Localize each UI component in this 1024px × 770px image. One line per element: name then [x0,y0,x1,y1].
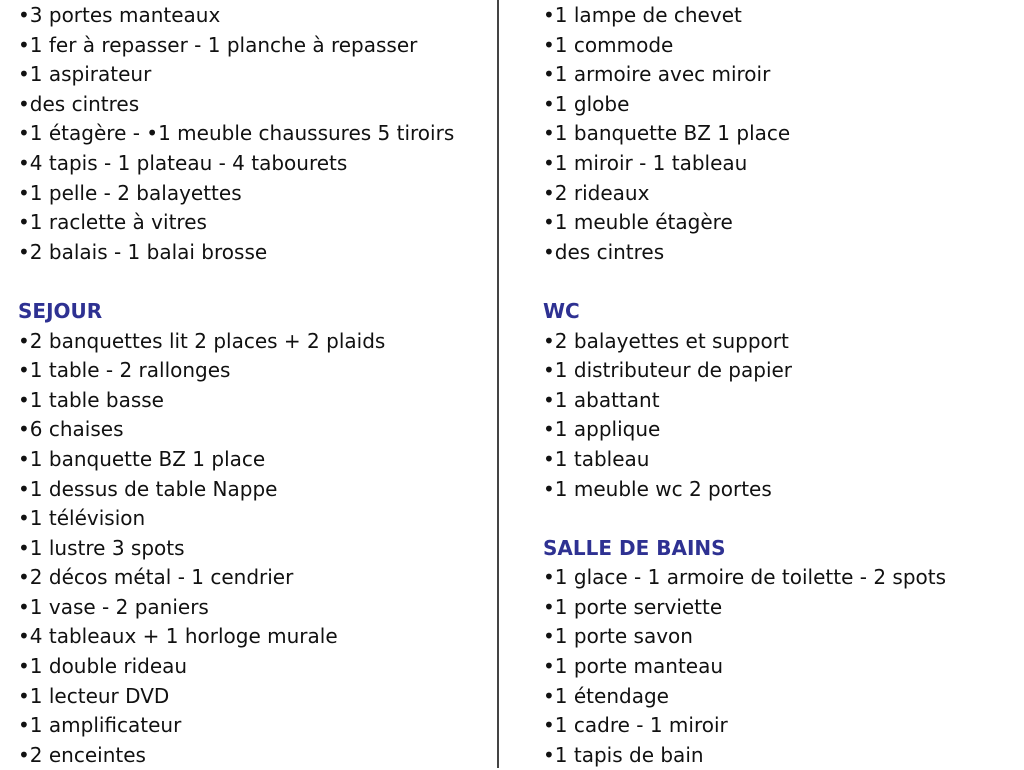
left-column [18,0,488,770]
column-divider [497,0,499,768]
list-item: •2 balais - 1 balai brosse [18,239,268,264]
list-item: •des cintres [18,91,140,116]
list-item: •2 balayettes et support [543,328,789,353]
list-item: •1 fer à repasser - 1 planche à repasser [18,32,418,57]
list-item: •1 porte manteau [543,654,724,679]
list-item: •1 étendage [543,683,669,708]
list-item: •1 banquette BZ 1 place [18,446,266,471]
right-column [543,0,1013,770]
list-item: •1 abattant [543,387,660,412]
list-item: •2 rideaux [543,180,650,205]
list-item: •des cintres [543,239,665,264]
section-heading-sejour: SEJOUR [18,298,103,323]
list-item: •1 table basse [18,387,164,412]
list-item: •1 porte serviette [543,594,723,619]
list-item: •1 dessus de table Nappe [18,476,278,501]
list-item: •1 distributeur de papier [543,358,793,383]
list-item: •1 raclette à vitres [18,210,207,235]
spacer [543,504,1013,534]
list-item: •1 globe [543,91,630,116]
list-item: •1 lecteur DVD [18,683,170,708]
list-item: •2 décos métal - 1 cendrier [18,565,294,590]
list-item: •1 applique [543,417,661,442]
list-item: •1 banquette BZ 1 place [543,121,791,146]
spacer [543,267,1013,297]
list-item: •6 chaises [18,417,124,442]
list-item: •4 tableaux + 1 horloge murale [18,624,338,649]
list-item: •4 tapis - 1 plateau - 4 tabourets [18,150,348,175]
list-item: •1 armoire avec miroir [543,62,771,87]
list-item: •1 aspirateur [18,62,152,87]
list-item: •1 télévision [18,506,146,531]
list-item: •1 lustre 3 spots [18,535,185,560]
section-heading-wc: WC [543,298,580,323]
list-item: •1 miroir - 1 tableau [543,150,748,175]
list-item: •2 banquettes lit 2 places + 2 plaids [18,328,386,353]
list-item: •1 table - 2 rallonges [18,358,231,383]
list-item: •1 tableau [543,446,650,471]
list-item: •1 porte savon [543,624,693,649]
list-item: •1 vase - 2 paniers [18,594,209,619]
list-item: •1 cadre - 1 miroir [543,713,728,738]
spacer [18,267,488,297]
list-item: •1 pelle - 2 balayettes [18,180,242,205]
list-item: •1 commode [543,32,674,57]
list-item: •1 tapis de bain [543,742,704,767]
list-item: •1 lampe de chevet [543,3,742,27]
list-item: •3 portes manteaux [18,3,221,27]
list-item: •1 double rideau [18,654,188,679]
list-item: •1 étagère - •1 meuble chaussures 5 tiroirs [18,121,455,146]
list-item: •1 meuble étagère [543,210,733,235]
list-item: •2 enceintes [18,742,146,767]
list-item: •1 glace - 1 armoire de toilette - 2 spots [543,565,947,590]
list-item: •1 meuble wc 2 portes [543,476,772,501]
section-heading-salle-de-bains: SALLE DE BAINS [543,535,726,560]
list-item: •1 amplificateur [18,713,182,738]
